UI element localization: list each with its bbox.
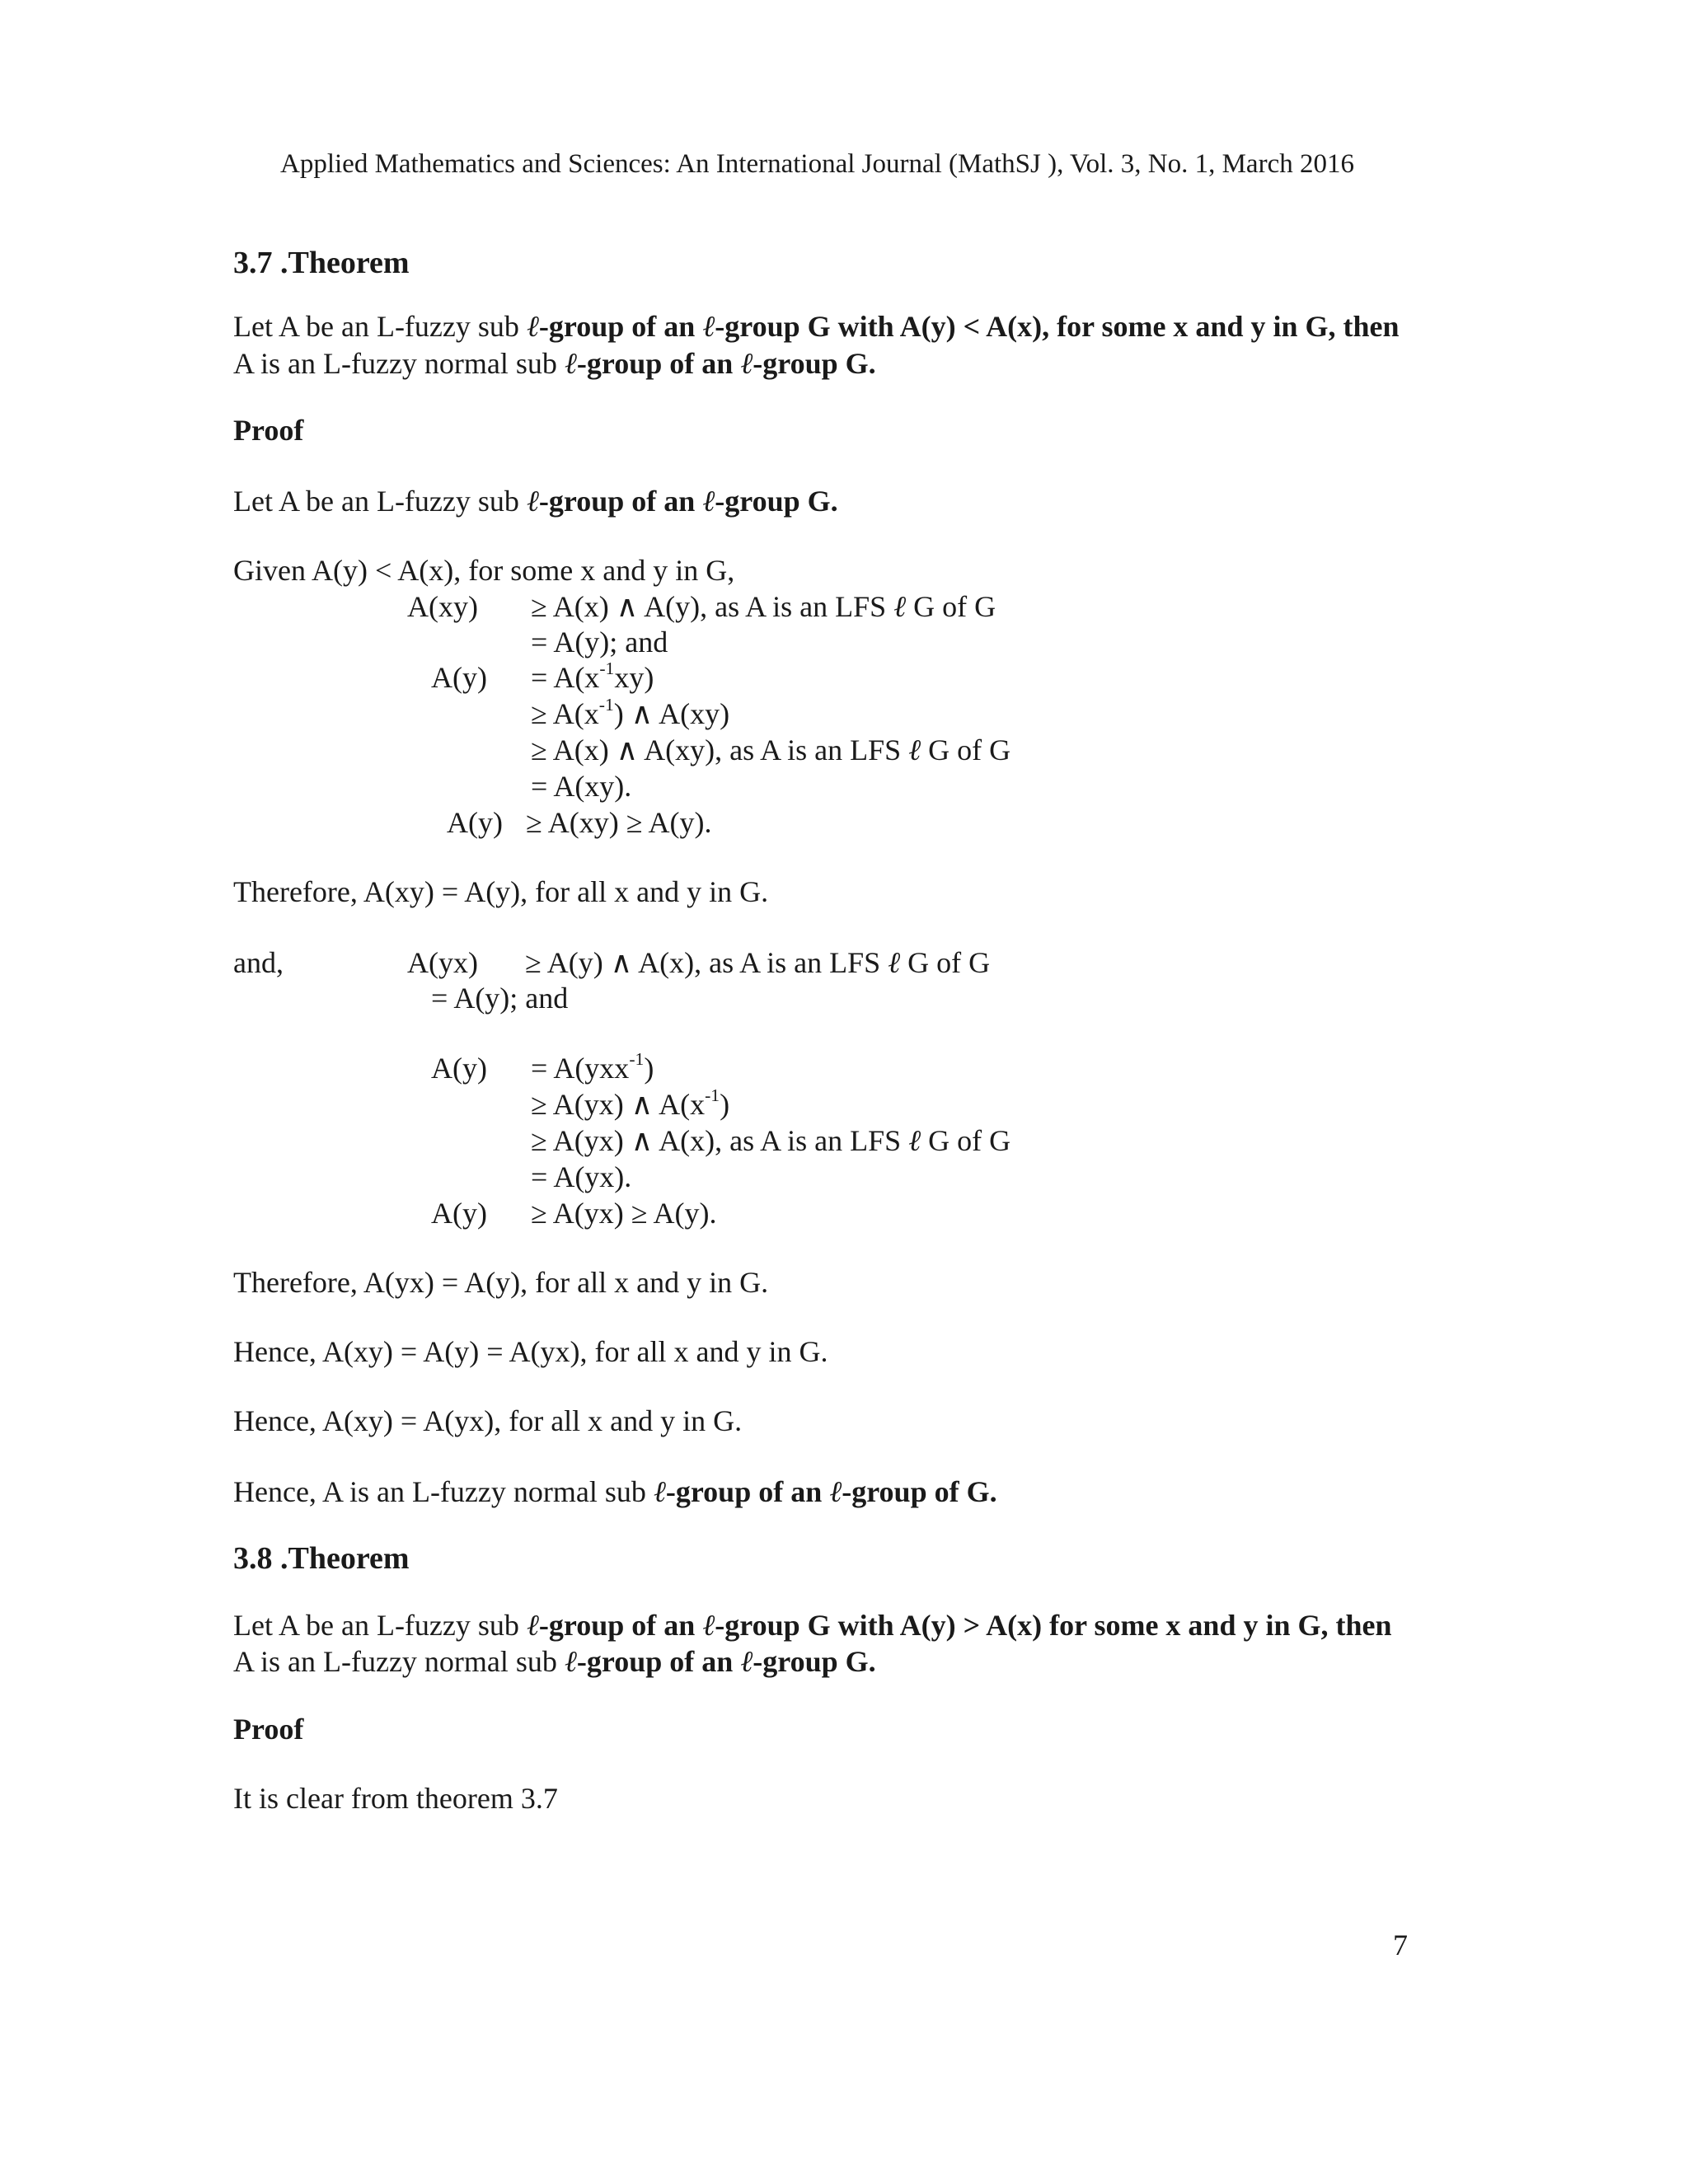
- ell-symbol: ℓ: [908, 733, 921, 766]
- ell-symbol: ℓ: [653, 1475, 666, 1508]
- ell-symbol: ℓ: [893, 590, 907, 623]
- theorem-3-7-heading: 3.7 .Theorem: [233, 246, 410, 280]
- ell-symbol: ℓ: [526, 310, 539, 343]
- theorem-3-7-statement-line-1: Let A be an L-fuzzy sub ℓ-group of an ℓ-group G with A(y) < A(x), for some x and y in G, then: [233, 310, 1400, 343]
- derivation-2-rhs-6: = A(yx).: [531, 1160, 632, 1193]
- derivation-2-rhs-1: ≥ A(y) ∧ A(x), as A is an LFS ℓ G of G: [525, 946, 991, 979]
- proof-intro-line: Let A be an L-fuzzy sub ℓ-group of an ℓ-group G.: [233, 485, 838, 518]
- ell-symbol: ℓ: [888, 946, 901, 979]
- ell-symbol: ℓ: [702, 310, 715, 343]
- running-header: Applied Mathematics and Sciences: An International Journal (MathSJ ), Vol. 3, No. 1, March 2016: [280, 149, 1354, 179]
- ell-symbol: ℓ: [564, 347, 577, 380]
- hence-line-2: Hence, A(xy) = A(yx), for all x and y in G.: [233, 1404, 743, 1437]
- derivation-1-lhs-ay-2: A(y): [447, 806, 503, 839]
- ell-symbol: ℓ: [526, 1609, 539, 1642]
- derivation-2-lhs-ay: A(y): [431, 1052, 487, 1085]
- ell-symbol: ℓ: [740, 1645, 753, 1678]
- derivation-1-rhs-3: = $A(x^{-1}xy)$: [531, 658, 654, 694]
- hence-line-3: Hence, A is an L-fuzzy normal sub ℓ-group of an ℓ-group of G.: [233, 1475, 997, 1508]
- proof-heading: Proof: [233, 414, 304, 447]
- derivation-1-rhs-4: ≥ $A(x^{-1})$ ∧ A(xy): [531, 694, 730, 730]
- ell-symbol: ℓ: [702, 485, 715, 518]
- derivation-1-rhs-2: = A(y); and: [531, 626, 668, 658]
- therefore-line-2: Therefore, A(yx) = A(y), for all x and y in G.: [233, 1266, 769, 1299]
- theorem-3-8-heading: 3.8 .Theorem: [233, 1541, 410, 1576]
- ell-symbol: ℓ: [526, 485, 539, 518]
- derivation-1-lhs-ay: A(y): [431, 661, 487, 694]
- theorem-3-8-statement-line-2: A is an L-fuzzy normal sub ℓ-group of an ℓ-group G.: [233, 1645, 876, 1678]
- derivation-2-rhs-3: = A(yxx$^{-1}$): [531, 1048, 654, 1085]
- derivation-1-rhs-5: ≥ A(x) ∧ A(xy), as A is an LFS ℓ G of G: [531, 733, 1011, 766]
- proof-2-text: It is clear from theorem 3.7: [233, 1782, 558, 1815]
- derivation-2-rhs-5: ≥ A(yx) ∧ A(x), as A is an LFS ℓ G of G: [531, 1124, 1011, 1157]
- ell-symbol: ℓ: [702, 1609, 715, 1642]
- hence-line-1: Hence, A(xy) = A(y) = A(yx), for all x and y in G.: [233, 1335, 828, 1368]
- therefore-line-1: Therefore, A(xy) = A(y), for all x and y in G.: [233, 875, 769, 908]
- derivation-2-lhs-ay-2: A(y): [431, 1197, 487, 1230]
- derivation-1-rhs-7: ≥ A(xy) ≥ A(y).: [526, 806, 712, 839]
- ell-symbol: ℓ: [829, 1475, 842, 1508]
- derivation-1-rhs-6: = A(xy).: [531, 770, 632, 803]
- page-number: 7: [1393, 1929, 1408, 1961]
- ell-symbol: ℓ: [564, 1645, 577, 1678]
- derivation-2-rhs-2: = A(y); and: [431, 982, 569, 1015]
- derivation-2-lhs-ayx: A(yx): [407, 946, 478, 979]
- derivation-1-rhs-1: ≥ A(x) ∧ A(y), as A is an LFS ℓ G of G: [531, 590, 996, 623]
- derivation-1-lhs-axy: A(xy): [407, 590, 478, 623]
- theorem-3-7-statement-line-2: A is an L-fuzzy normal sub ℓ-group of an ℓ-group G.: [233, 347, 876, 380]
- derivation-2-rhs-7: ≥ A(yx) ≥ A(y).: [531, 1197, 717, 1230]
- ell-symbol: ℓ: [740, 347, 753, 380]
- derivation-2-rhs-4: ≥ A(yx) ∧ $A(x^{-1})$: [531, 1085, 730, 1121]
- ell-symbol: ℓ: [908, 1124, 921, 1157]
- and-label: and,: [233, 946, 284, 979]
- theorem-3-8-statement-line-1: Let A be an L-fuzzy sub ℓ-group of an ℓ-group G with A(y) > A(x) for some x and y in G, then: [233, 1609, 1392, 1642]
- proof-heading-2: Proof: [233, 1713, 304, 1746]
- given-line: Given A(y) < A(x), for some x and y in G,: [233, 554, 735, 587]
